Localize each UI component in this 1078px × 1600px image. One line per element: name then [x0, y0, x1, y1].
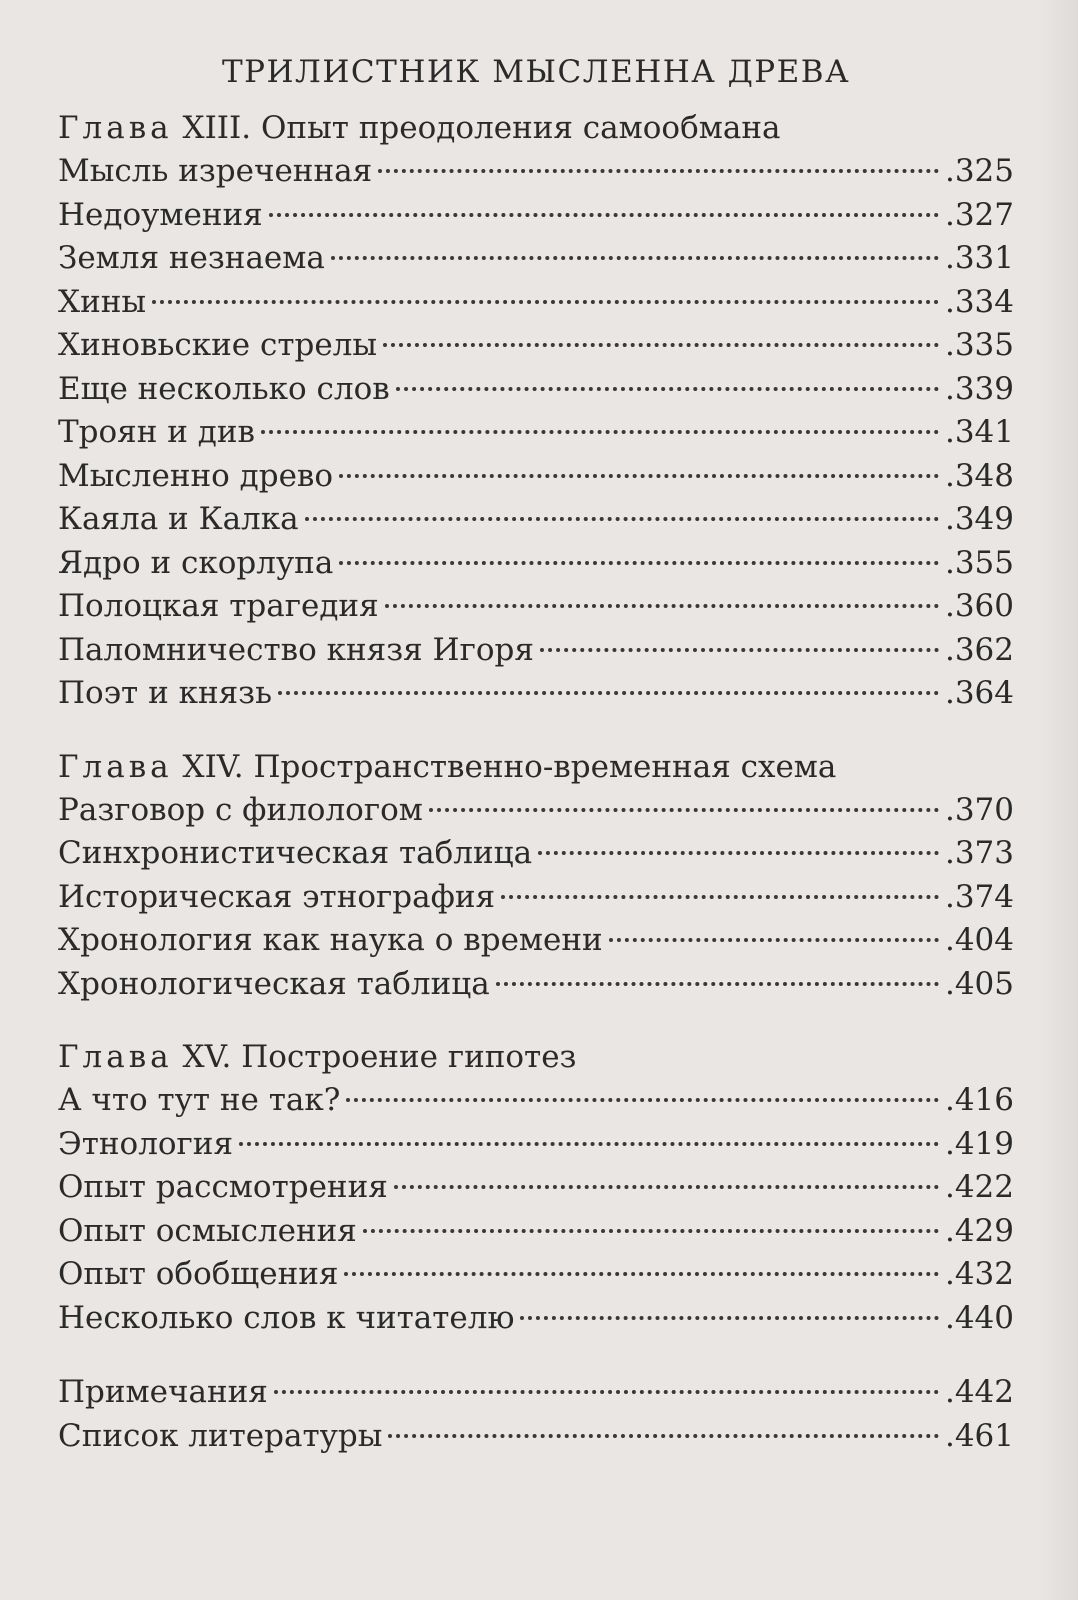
toc-entry-page-number: .360 [944, 588, 1014, 624]
chapters-list [58, 106, 1014, 1340]
toc-entry-page-number: .348 [944, 457, 1014, 494]
toc-entry [58, 194, 1014, 238]
dot-leader [520, 1316, 939, 1320]
toc-entry-page-number: .355 [944, 544, 1014, 581]
dot-leader [540, 648, 939, 652]
toc-entry-title: Паломничество князя Игоря [58, 631, 534, 668]
toc-entry-title: Каяла и Калка [58, 501, 299, 537]
toc-entry [58, 455, 1014, 499]
page-edge-shadow [1038, 0, 1078, 1600]
toc-entry [58, 789, 1014, 833]
toc-entry [58, 1123, 1014, 1167]
toc-entry [58, 1371, 1014, 1415]
toc-entry [58, 281, 1014, 325]
dot-leader [274, 1390, 939, 1394]
toc-entry-title: Опыт рассмотрения [58, 1169, 388, 1205]
toc-entry-title: Опыт обобщения [58, 1256, 339, 1292]
back-matter-list [58, 1371, 1014, 1458]
dot-leader [388, 1434, 939, 1438]
toc-entry-title: Поэт и князь [58, 675, 272, 711]
toc-entry-page-number: .429 [944, 1212, 1014, 1249]
book-title: ТРИЛИСТНИК МЫСЛЕННА ДРЕВА [221, 54, 851, 90]
dot-leader [396, 387, 939, 391]
toc-entry-title: Хронология как наука о времени [58, 922, 603, 958]
toc-entry-page-number: .349 [944, 501, 1014, 537]
toc-entry-page-number: .364 [944, 675, 1014, 711]
toc-entry-page-number: .432 [944, 1256, 1014, 1292]
toc-entry [58, 672, 1014, 716]
toc-entry [58, 1297, 1014, 1341]
dot-leader [278, 691, 939, 695]
toc-entry-page-number: .335 [944, 327, 1014, 363]
toc-entry-page-number: .362 [944, 631, 1014, 668]
toc-entry [58, 876, 1014, 920]
dot-leader [331, 256, 939, 260]
toc-entry-title: А что тут не так? [58, 1082, 341, 1118]
toc-entry-title: Этнология [58, 1125, 234, 1162]
dot-leader [538, 851, 939, 855]
chapter-title-text: XV. Построение гипотез [172, 1039, 577, 1075]
dot-leader [496, 982, 939, 986]
dot-leader [501, 895, 939, 899]
toc-entry [58, 1415, 1014, 1459]
chapter-prefix: Глава [58, 110, 173, 146]
toc-entry-page-number: .334 [944, 283, 1014, 320]
toc-entry [58, 1210, 1014, 1254]
chapter-prefix: Глава [58, 748, 173, 785]
toc-entry-page-number: .419 [944, 1125, 1014, 1162]
chapter-heading [58, 106, 1014, 150]
toc-entry-title: Мысленно древо [58, 457, 334, 494]
toc-entry-title: Список литературы [58, 1417, 383, 1454]
toc-entry-title: Синхронистическая таблица [58, 835, 533, 871]
toc-entry-title: Еще несколько слов [58, 370, 390, 407]
toc-entry-title: Хронологическая таблица [58, 965, 490, 1002]
toc-entry [58, 324, 1014, 368]
toc-entry-page-number: .325 [944, 153, 1014, 189]
toc-entry [58, 629, 1014, 673]
chapter-section [58, 745, 1014, 1007]
dot-leader [152, 300, 939, 304]
toc-entry-title: Ядро и скорлупа [58, 544, 334, 581]
toc-entry [58, 963, 1014, 1007]
toc-entry-title: Хины [58, 283, 147, 320]
toc-entry-page-number: .416 [944, 1082, 1014, 1118]
toc-entry [58, 919, 1014, 963]
chapter-section [58, 106, 1014, 716]
toc-entry-title: Разговор с филологом [58, 791, 423, 828]
toc-entry-page-number: .327 [944, 196, 1014, 233]
dot-leader [378, 169, 939, 173]
toc-entry [58, 237, 1014, 281]
chapter-title-text: XIV. Пространственно-временная схема [172, 748, 837, 785]
dot-leader [346, 1098, 939, 1102]
dot-leader [305, 517, 939, 521]
toc-entry-page-number: .440 [944, 1299, 1014, 1336]
toc-entry [58, 498, 1014, 542]
dot-leader [385, 604, 939, 608]
toc-entry-title: Примечания [58, 1374, 268, 1410]
dot-leader [339, 474, 939, 478]
toc-entry-page-number: .341 [944, 414, 1014, 450]
toc-entry-page-number: .442 [944, 1374, 1014, 1410]
chapter-title-text: XIII. Опыт преодоления самообмана [172, 110, 781, 146]
toc-entry [58, 832, 1014, 876]
table-of-contents [58, 50, 1014, 1458]
toc-entry-title: Троян и див [58, 414, 255, 450]
dot-leader [609, 938, 939, 942]
dot-leader [429, 808, 939, 812]
chapter-section [58, 1035, 1014, 1340]
toc-entry-page-number: .405 [944, 965, 1014, 1002]
dot-leader [339, 561, 939, 565]
dot-leader [344, 1272, 939, 1276]
toc-entry-title: Хиновьские стрелы [58, 327, 378, 363]
toc-entry-title: Недоумения [58, 196, 263, 233]
chapter-prefix: Глава [58, 1039, 173, 1075]
toc-entry [58, 368, 1014, 412]
toc-entry-page-number: .370 [944, 791, 1014, 828]
toc-entry-page-number: .461 [944, 1417, 1014, 1454]
dot-leader [383, 343, 939, 347]
toc-entry-page-number: .374 [944, 878, 1014, 915]
dot-leader [261, 430, 939, 434]
toc-entry-page-number: .339 [944, 370, 1014, 407]
toc-entry-title: Мысль изреченная [58, 153, 373, 189]
toc-entry [58, 542, 1014, 586]
toc-entry-title: Историческая этнография [58, 878, 496, 915]
dot-leader [239, 1142, 939, 1146]
toc-entry-title: Земля незнаема [58, 240, 325, 276]
toc-entry-page-number: .422 [944, 1169, 1014, 1205]
toc-entry-title: Опыт осмысления [58, 1212, 357, 1249]
toc-entry [58, 1079, 1014, 1123]
chapter-heading [58, 1035, 1014, 1079]
chapter-heading [58, 745, 1014, 789]
toc-entry-page-number: .404 [944, 922, 1014, 958]
toc-entry [58, 1166, 1014, 1210]
dot-leader [269, 213, 939, 217]
toc-entry [58, 411, 1014, 455]
toc-entry-page-number: .373 [944, 835, 1014, 871]
dot-leader [363, 1229, 939, 1233]
toc-entry-title: Полоцкая трагедия [58, 588, 379, 624]
toc-entry [58, 150, 1014, 194]
dot-leader [394, 1185, 939, 1189]
toc-entry-title: Несколько слов к читателю [58, 1299, 515, 1336]
toc-entry [58, 1253, 1014, 1297]
toc-entry [58, 585, 1014, 629]
toc-entry-page-number: .331 [944, 240, 1014, 276]
